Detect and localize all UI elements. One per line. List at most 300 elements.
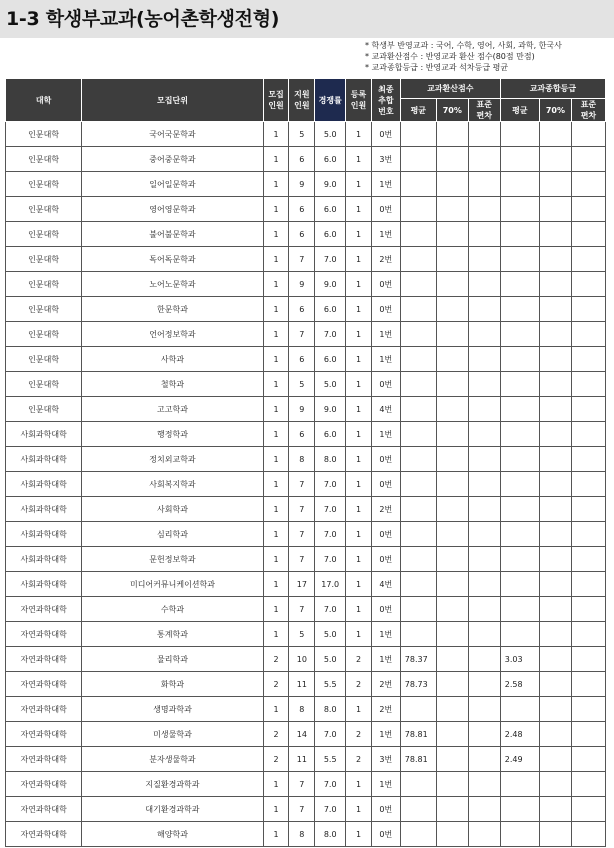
table-row xyxy=(6,822,606,847)
cell-college: 사회과학대학 xyxy=(6,472,82,497)
cell-score-sd xyxy=(468,547,500,572)
cell-college: 사회과학대학 xyxy=(6,547,82,572)
table-row xyxy=(6,772,606,797)
header-final-no: 최종 추합 번호 xyxy=(371,79,400,122)
cell-final-no: 3번 xyxy=(371,747,400,772)
table-row xyxy=(6,197,606,222)
cell-score-70 xyxy=(436,747,468,772)
notes xyxy=(365,40,613,73)
cell-score-avg xyxy=(400,797,436,822)
cell-score-70 xyxy=(436,672,468,697)
cell-score-70 xyxy=(436,322,468,347)
cell-applicants: 6 xyxy=(289,422,315,447)
cell-grade-70 xyxy=(539,272,571,297)
cell-quota: 1 xyxy=(263,572,289,597)
table-row xyxy=(6,322,606,347)
cell-quota: 1 xyxy=(263,447,289,472)
cell-ratio: 7.0 xyxy=(315,547,346,572)
cell-score-avg xyxy=(400,822,436,847)
cell-grade-avg xyxy=(500,147,539,172)
cell-grade-avg: 2.48 xyxy=(500,722,539,747)
cell-grade-70 xyxy=(539,447,571,472)
cell-ratio: 6.0 xyxy=(315,347,346,372)
cell-college: 자연과학대학 xyxy=(6,797,82,822)
cell-grade-sd xyxy=(571,522,605,547)
table-body xyxy=(6,122,606,847)
cell-score-sd xyxy=(468,197,500,222)
cell-ratio: 6.0 xyxy=(315,147,346,172)
cell-unit: 심리학과 xyxy=(82,522,263,547)
cell-grade-sd xyxy=(571,322,605,347)
cell-final-no: 1번 xyxy=(371,222,400,247)
cell-quota: 1 xyxy=(263,147,289,172)
cell-score-70 xyxy=(436,822,468,847)
header-college: 대학 xyxy=(6,79,82,122)
cell-registered: 1 xyxy=(346,247,372,272)
cell-applicants: 7 xyxy=(289,247,315,272)
header-score-group: 교과환산점수 xyxy=(400,79,500,99)
cell-grade-avg xyxy=(500,547,539,572)
table-row xyxy=(6,247,606,272)
cell-applicants: 6 xyxy=(289,297,315,322)
cell-applicants: 6 xyxy=(289,197,315,222)
table-row xyxy=(6,297,606,322)
cell-ratio: 6.0 xyxy=(315,422,346,447)
header-score-sd: 표준 편차 xyxy=(468,99,500,122)
cell-registered: 1 xyxy=(346,447,372,472)
cell-registered: 1 xyxy=(346,797,372,822)
table-row xyxy=(6,672,606,697)
cell-score-sd xyxy=(468,822,500,847)
cell-final-no: 1번 xyxy=(371,322,400,347)
cell-unit: 미디어커뮤니케이션학과 xyxy=(82,572,263,597)
cell-ratio: 6.0 xyxy=(315,297,346,322)
cell-grade-avg xyxy=(500,297,539,322)
cell-applicants: 7 xyxy=(289,472,315,497)
cell-grade-sd xyxy=(571,697,605,722)
cell-score-avg xyxy=(400,697,436,722)
cell-final-no: 0번 xyxy=(371,197,400,222)
header-grade-70: 70% xyxy=(539,99,571,122)
cell-grade-avg xyxy=(500,522,539,547)
cell-grade-sd xyxy=(571,222,605,247)
table-row xyxy=(6,172,606,197)
cell-score-avg xyxy=(400,472,436,497)
cell-college: 사회과학대학 xyxy=(6,497,82,522)
cell-applicants: 7 xyxy=(289,522,315,547)
cell-grade-avg xyxy=(500,222,539,247)
cell-score-70 xyxy=(436,522,468,547)
cell-registered: 1 xyxy=(346,522,372,547)
cell-score-avg xyxy=(400,172,436,197)
cell-unit: 대기환경과학과 xyxy=(82,797,263,822)
cell-grade-70 xyxy=(539,497,571,522)
cell-score-avg xyxy=(400,147,436,172)
cell-grade-70 xyxy=(539,372,571,397)
cell-final-no: 1번 xyxy=(371,172,400,197)
cell-unit: 불어불문학과 xyxy=(82,222,263,247)
cell-ratio: 7.0 xyxy=(315,722,346,747)
cell-unit: 고고학과 xyxy=(82,397,263,422)
header-quota: 모집 인원 xyxy=(263,79,289,122)
cell-final-no: 3번 xyxy=(371,147,400,172)
cell-score-sd xyxy=(468,297,500,322)
cell-score-avg xyxy=(400,222,436,247)
table-row xyxy=(6,547,606,572)
cell-score-sd xyxy=(468,522,500,547)
cell-college: 자연과학대학 xyxy=(6,622,82,647)
cell-grade-70 xyxy=(539,597,571,622)
cell-score-70 xyxy=(436,447,468,472)
cell-quota: 1 xyxy=(263,347,289,372)
cell-ratio: 8.0 xyxy=(315,822,346,847)
cell-score-avg xyxy=(400,622,436,647)
cell-grade-70 xyxy=(539,397,571,422)
cell-college: 사회과학대학 xyxy=(6,447,82,472)
cell-grade-70 xyxy=(539,172,571,197)
cell-grade-avg xyxy=(500,797,539,822)
cell-score-70 xyxy=(436,472,468,497)
cell-grade-avg xyxy=(500,697,539,722)
cell-registered: 1 xyxy=(346,297,372,322)
cell-quota: 1 xyxy=(263,522,289,547)
cell-score-avg xyxy=(400,597,436,622)
page-title: 1-3 학생부교과(농어촌학생전형) xyxy=(6,8,280,30)
cell-registered: 1 xyxy=(346,347,372,372)
cell-grade-avg: 2.49 xyxy=(500,747,539,772)
cell-college: 자연과학대학 xyxy=(6,822,82,847)
cell-grade-sd xyxy=(571,347,605,372)
table-row xyxy=(6,397,606,422)
cell-grade-70 xyxy=(539,122,571,147)
cell-college: 자연과학대학 xyxy=(6,722,82,747)
cell-quota: 1 xyxy=(263,697,289,722)
cell-applicants: 6 xyxy=(289,147,315,172)
table-row xyxy=(6,472,606,497)
cell-score-70 xyxy=(436,497,468,522)
cell-final-no: 0번 xyxy=(371,597,400,622)
cell-college: 사회과학대학 xyxy=(6,422,82,447)
cell-college: 인문대학 xyxy=(6,372,82,397)
cell-quota: 1 xyxy=(263,547,289,572)
cell-score-70 xyxy=(436,197,468,222)
cell-score-sd xyxy=(468,722,500,747)
cell-grade-avg xyxy=(500,772,539,797)
cell-unit: 일어일문학과 xyxy=(82,172,263,197)
cell-quota: 1 xyxy=(263,397,289,422)
table-row xyxy=(6,522,606,547)
table-row xyxy=(6,347,606,372)
cell-unit: 한문학과 xyxy=(82,297,263,322)
cell-score-70 xyxy=(436,147,468,172)
table-row xyxy=(6,747,606,772)
cell-college: 인문대학 xyxy=(6,272,82,297)
table-row xyxy=(6,122,606,147)
cell-grade-70 xyxy=(539,697,571,722)
cell-grade-70 xyxy=(539,572,571,597)
cell-score-sd xyxy=(468,747,500,772)
cell-score-70 xyxy=(436,647,468,672)
cell-score-avg xyxy=(400,272,436,297)
cell-unit: 통계학과 xyxy=(82,622,263,647)
cell-score-sd xyxy=(468,672,500,697)
cell-grade-sd xyxy=(571,772,605,797)
cell-score-70 xyxy=(436,772,468,797)
cell-quota: 1 xyxy=(263,822,289,847)
cell-grade-avg xyxy=(500,447,539,472)
cell-grade-avg xyxy=(500,597,539,622)
cell-grade-70 xyxy=(539,422,571,447)
cell-grade-sd xyxy=(571,247,605,272)
cell-applicants: 7 xyxy=(289,597,315,622)
cell-final-no: 4번 xyxy=(371,397,400,422)
header-grade-group: 교과종합등급 xyxy=(500,79,605,99)
cell-score-70 xyxy=(436,697,468,722)
cell-grade-sd xyxy=(571,147,605,172)
cell-score-sd xyxy=(468,422,500,447)
cell-college: 자연과학대학 xyxy=(6,772,82,797)
cell-college: 인문대학 xyxy=(6,222,82,247)
cell-registered: 1 xyxy=(346,697,372,722)
cell-score-avg: 78.37 xyxy=(400,647,436,672)
header-grade-sd: 표준 편차 xyxy=(571,99,605,122)
cell-score-avg: 78.81 xyxy=(400,747,436,772)
cell-score-avg xyxy=(400,772,436,797)
cell-grade-avg xyxy=(500,397,539,422)
cell-grade-avg xyxy=(500,472,539,497)
cell-college: 인문대학 xyxy=(6,172,82,197)
table-row xyxy=(6,222,606,247)
cell-registered: 1 xyxy=(346,472,372,497)
cell-score-70 xyxy=(436,247,468,272)
cell-ratio: 5.0 xyxy=(315,122,346,147)
cell-grade-avg xyxy=(500,322,539,347)
cell-applicants: 5 xyxy=(289,622,315,647)
cell-quota: 1 xyxy=(263,172,289,197)
cell-grade-sd xyxy=(571,122,605,147)
cell-applicants: 7 xyxy=(289,547,315,572)
cell-unit: 영어영문학과 xyxy=(82,197,263,222)
cell-grade-sd xyxy=(571,397,605,422)
cell-score-sd xyxy=(468,247,500,272)
cell-registered: 1 xyxy=(346,822,372,847)
cell-final-no: 1번 xyxy=(371,647,400,672)
header-score-70: 70% xyxy=(436,99,468,122)
cell-quota: 2 xyxy=(263,647,289,672)
cell-grade-avg xyxy=(500,347,539,372)
cell-quota: 1 xyxy=(263,122,289,147)
cell-grade-70 xyxy=(539,722,571,747)
cell-score-sd xyxy=(468,497,500,522)
cell-final-no: 0번 xyxy=(371,797,400,822)
cell-quota: 1 xyxy=(263,622,289,647)
table-row xyxy=(6,647,606,672)
cell-unit: 중어중문학과 xyxy=(82,147,263,172)
header-score-avg: 평균 xyxy=(400,99,436,122)
cell-registered: 1 xyxy=(346,172,372,197)
cell-grade-sd xyxy=(571,722,605,747)
cell-grade-avg: 2.58 xyxy=(500,672,539,697)
cell-applicants: 10 xyxy=(289,647,315,672)
cell-quota: 1 xyxy=(263,322,289,347)
cell-grade-70 xyxy=(539,822,571,847)
cell-ratio: 6.0 xyxy=(315,222,346,247)
cell-score-sd xyxy=(468,572,500,597)
cell-score-70 xyxy=(436,797,468,822)
cell-grade-sd xyxy=(571,797,605,822)
cell-score-70 xyxy=(436,347,468,372)
cell-applicants: 7 xyxy=(289,322,315,347)
cell-quota: 1 xyxy=(263,772,289,797)
cell-grade-avg xyxy=(500,272,539,297)
table-row xyxy=(6,722,606,747)
header-grade-avg: 평균 xyxy=(500,99,539,122)
header-registered: 등록 인원 xyxy=(346,79,372,122)
cell-unit: 사학과 xyxy=(82,347,263,372)
cell-grade-sd xyxy=(571,272,605,297)
cell-grade-70 xyxy=(539,297,571,322)
cell-college: 사회과학대학 xyxy=(6,572,82,597)
cell-registered: 1 xyxy=(346,272,372,297)
cell-college: 인문대학 xyxy=(6,147,82,172)
cell-unit: 수학과 xyxy=(82,597,263,622)
cell-ratio: 17.0 xyxy=(315,572,346,597)
cell-registered: 1 xyxy=(346,597,372,622)
cell-score-sd xyxy=(468,322,500,347)
cell-college: 자연과학대학 xyxy=(6,697,82,722)
cell-grade-sd xyxy=(571,497,605,522)
table-row xyxy=(6,497,606,522)
cell-unit: 국어국문학과 xyxy=(82,122,263,147)
cell-grade-avg xyxy=(500,622,539,647)
cell-registered: 1 xyxy=(346,772,372,797)
cell-grade-avg xyxy=(500,247,539,272)
cell-score-sd xyxy=(468,372,500,397)
cell-score-avg xyxy=(400,347,436,372)
cell-score-sd xyxy=(468,622,500,647)
cell-final-no: 1번 xyxy=(371,422,400,447)
cell-ratio: 7.0 xyxy=(315,772,346,797)
cell-quota: 1 xyxy=(263,247,289,272)
cell-unit: 철학과 xyxy=(82,372,263,397)
cell-grade-70 xyxy=(539,472,571,497)
cell-grade-sd xyxy=(571,297,605,322)
cell-final-no: 1번 xyxy=(371,772,400,797)
cell-ratio: 9.0 xyxy=(315,272,346,297)
cell-score-avg xyxy=(400,422,436,447)
cell-ratio: 7.0 xyxy=(315,597,346,622)
cell-registered: 1 xyxy=(346,497,372,522)
cell-unit: 언어정보학과 xyxy=(82,322,263,347)
cell-unit: 지질환경과학과 xyxy=(82,772,263,797)
cell-unit: 노어노문학과 xyxy=(82,272,263,297)
cell-ratio: 6.0 xyxy=(315,197,346,222)
cell-quota: 2 xyxy=(263,747,289,772)
cell-score-avg xyxy=(400,322,436,347)
table-row xyxy=(6,422,606,447)
cell-score-avg xyxy=(400,447,436,472)
cell-college: 자연과학대학 xyxy=(6,597,82,622)
cell-score-sd xyxy=(468,697,500,722)
cell-registered: 2 xyxy=(346,672,372,697)
cell-ratio: 7.0 xyxy=(315,522,346,547)
cell-final-no: 2번 xyxy=(371,672,400,697)
cell-unit: 분자생물학과 xyxy=(82,747,263,772)
cell-ratio: 9.0 xyxy=(315,397,346,422)
cell-grade-sd xyxy=(571,422,605,447)
cell-grade-sd xyxy=(571,172,605,197)
cell-applicants: 9 xyxy=(289,397,315,422)
cell-score-70 xyxy=(436,372,468,397)
cell-final-no: 0번 xyxy=(371,272,400,297)
cell-grade-70 xyxy=(539,522,571,547)
note-subjects: * 학생부 반영교과 : 국어, 수학, 영어, 사회, 과학, 한국사 xyxy=(365,41,562,50)
cell-grade-sd xyxy=(571,822,605,847)
cell-grade-70 xyxy=(539,772,571,797)
cell-applicants: 11 xyxy=(289,672,315,697)
cell-quota: 1 xyxy=(263,272,289,297)
cell-applicants: 8 xyxy=(289,822,315,847)
cell-final-no: 2번 xyxy=(371,497,400,522)
cell-registered: 1 xyxy=(346,322,372,347)
cell-unit: 사회복지학과 xyxy=(82,472,263,497)
cell-score-sd xyxy=(468,472,500,497)
cell-quota: 2 xyxy=(263,672,289,697)
cell-college: 인문대학 xyxy=(6,322,82,347)
cell-ratio: 8.0 xyxy=(315,447,346,472)
cell-college: 인문대학 xyxy=(6,347,82,372)
cell-registered: 1 xyxy=(346,372,372,397)
cell-applicants: 5 xyxy=(289,122,315,147)
table-row xyxy=(6,147,606,172)
cell-registered: 1 xyxy=(346,422,372,447)
cell-score-avg xyxy=(400,547,436,572)
cell-registered: 1 xyxy=(346,122,372,147)
cell-score-70 xyxy=(436,122,468,147)
cell-score-avg xyxy=(400,197,436,222)
cell-score-70 xyxy=(436,172,468,197)
cell-ratio: 9.0 xyxy=(315,172,346,197)
cell-score-sd xyxy=(468,122,500,147)
cell-grade-avg xyxy=(500,822,539,847)
cell-final-no: 0번 xyxy=(371,822,400,847)
cell-applicants: 7 xyxy=(289,497,315,522)
cell-quota: 1 xyxy=(263,797,289,822)
cell-quota: 1 xyxy=(263,297,289,322)
cell-applicants: 14 xyxy=(289,722,315,747)
cell-final-no: 0번 xyxy=(371,522,400,547)
cell-grade-sd xyxy=(571,572,605,597)
cell-score-avg xyxy=(400,122,436,147)
cell-grade-avg xyxy=(500,572,539,597)
cell-final-no: 1번 xyxy=(371,622,400,647)
cell-score-70 xyxy=(436,597,468,622)
note-grade: * 교과종합등급 : 반영교과 석차등급 평균 xyxy=(365,63,509,72)
cell-grade-70 xyxy=(539,647,571,672)
cell-grade-avg xyxy=(500,197,539,222)
table-row xyxy=(6,272,606,297)
cell-unit: 해양학과 xyxy=(82,822,263,847)
cell-final-no: 1번 xyxy=(371,347,400,372)
table-row xyxy=(6,597,606,622)
cell-final-no: 1번 xyxy=(371,722,400,747)
cell-grade-sd xyxy=(571,472,605,497)
title-bar xyxy=(0,0,614,38)
cell-grade-sd xyxy=(571,747,605,772)
cell-unit: 정치외교학과 xyxy=(82,447,263,472)
header-applicants: 지원 인원 xyxy=(289,79,315,122)
cell-grade-avg xyxy=(500,422,539,447)
